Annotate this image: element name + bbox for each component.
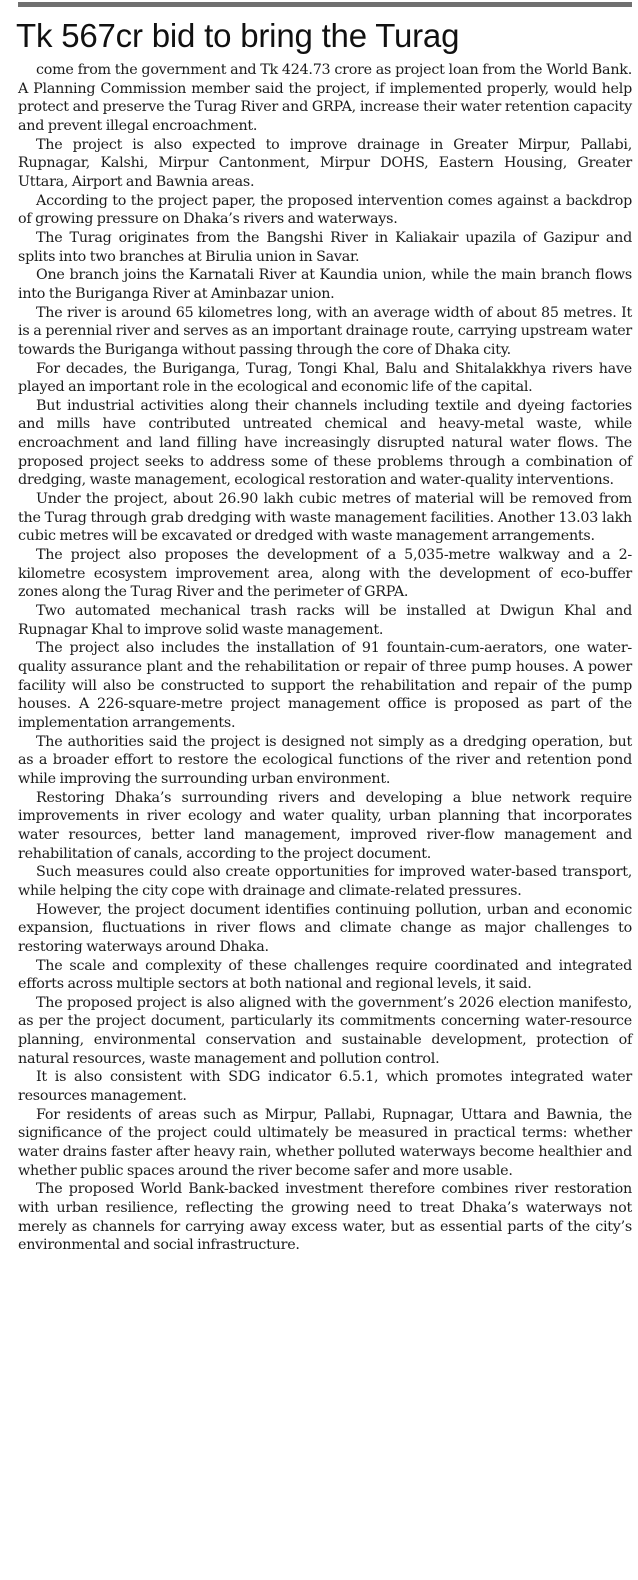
article-paragraph: The authorities said the project is designed not simply as a dredging operation, but as a broader effort to restore the ecological functions of the river and retention pond while improving the surrounding urban environment. bbox=[18, 733, 632, 787]
article-paragraph: come from the government and Tk 424.73 crore as project loan from the World Bank. A Planning Commission member said the project, if implemented properly, would help protect and preserve the Turag River and GRPA, increase their water retention capacity and prevent illegal encroachment. bbox=[18, 62, 632, 134]
article-paragraph: For residents of areas such as Mirpur, Pallabi, Rupnagar, Uttara and Bawnia, the significance of the project could ultimately be measured in practical terms: whether water drains faster after heavy rain, whether polluted waterways become healthier and whether public spaces around the river become safer and more usable. bbox=[18, 1106, 632, 1179]
article-paragraph: However, the project document identifies continuing pollution, urban and economic expansion, fluctuations in river flows and climate change as major challenges to restoring waterways around Dhaka. bbox=[18, 901, 632, 955]
article-paragraph: The project also proposes the development of a 5,035-metre walkway and a 2-kilometre ecosystem improvement area, along with the development of eco-buffer zones along the Turag River and the perimeter of GRPA. bbox=[18, 547, 632, 601]
top-rule-divider bbox=[18, 2, 632, 7]
article-paragraph: For decades, the Buriganga, Turag, Tongi Khal, Balu and Shitalakkhya rivers have played an important role in the ecological and economic life of the capital. bbox=[18, 360, 632, 396]
article-paragraph: Under the project, about 26.90 lakh cubic metres of material will be removed from the Turag through grab dredging with waste management facilities. Another 13.03 lakh cubic metres will be excavated or dredged with waste management arrangements. bbox=[18, 491, 632, 545]
article-paragraph: The scale and complexity of these challenges require coordinated and integrated efforts across multiple sectors at both national and regional levels, it said. bbox=[18, 957, 632, 993]
article-paragraph: Restoring Dhaka’s surrounding rivers and developing a blue network require improvements in river ecology and water quality, urban planning that incorporates water resources, better land management, improved river-flow management and rehabilitation of canals, according to the project document. bbox=[18, 789, 632, 862]
article-paragraph: Two automated mechanical trash racks will be installed at Dwigun Khal and Rupnagar Khal to improve solid waste management. bbox=[18, 603, 632, 638]
article-paragraph: It is also consistent with SDG indicator 6.5.1, which promotes integrated water resources management. bbox=[18, 1069, 632, 1105]
article-body bbox=[18, 61, 632, 1255]
article-paragraph: Such measures could also create opportunities for improved water-based transport, while helping the city cope with drainage and climate-related pressures. bbox=[18, 864, 632, 899]
article-paragraph: The proposed project is also aligned with the government’s 2026 election manifesto, as per the project document, particularly its commitments concerning water-resource planning, environmental conservation and sustainable development, protection of natural resources, waste management and pollution control. bbox=[18, 994, 632, 1067]
headline: Tk 567cr bid to bring the Turag bbox=[16, 17, 460, 54]
article-page bbox=[18, 0, 632, 1255]
article-paragraph: The project also includes the installation of 91 fountain-cum-aerators, one water-quality assurance plant and the rehabilitation or repair of three pump houses. A power facility will also be constructed to support the rehabilitation and repair of the pump houses. A 226-square-metre project management office is proposed as part of the implementation arrangements. bbox=[18, 640, 632, 731]
article-paragraph: The river is around 65 kilometres long, with an average width of about 85 metres. It is a perennial river and serves as an important drainage route, carrying upstream water towards the Buriganga without passing through the core of Dhaka city. bbox=[18, 304, 632, 358]
article-paragraph: The Turag originates from the Bangshi River in Kaliakair upazila of Gazipur and splits into two branches at Birulia union in Savar. bbox=[18, 229, 632, 265]
article-paragraph: The project is also expected to improve drainage in Greater Mirpur, Pallabi, Rupnagar, Kalshi, Mirpur Cantonment, Mirpur DOHS, Eastern Housing, Greater Uttara, Airport and Bawnia areas. bbox=[18, 136, 632, 190]
article-paragraph: One branch joins the Karnatali River at Kaundia union, while the main branch flows into the Buriganga River at Aminbazar union. bbox=[18, 267, 632, 302]
article-paragraph: But industrial activities along their channels including textile and dyeing factories and mills have contributed untreated chemical and heavy-metal waste, while encroachment and land filling have increasingly disrupted natural water flows. The proposed project seeks to address some of these problems through a combination of dredging, waste management, ecological restoration and water-quality interventions. bbox=[18, 397, 632, 489]
article-paragraph: According to the project paper, the proposed intervention comes against a backdrop of growing pressure on Dhaka’s rivers and waterways. bbox=[18, 192, 632, 228]
article-paragraph: The proposed World Bank-backed investment therefore combines river restoration with urban resilience, reflecting the growing need to treat Dhaka’s waterways not merely as channels for carrying away excess water, but as essential parts of the city’s environmental and social infrastructure. bbox=[18, 1181, 632, 1254]
